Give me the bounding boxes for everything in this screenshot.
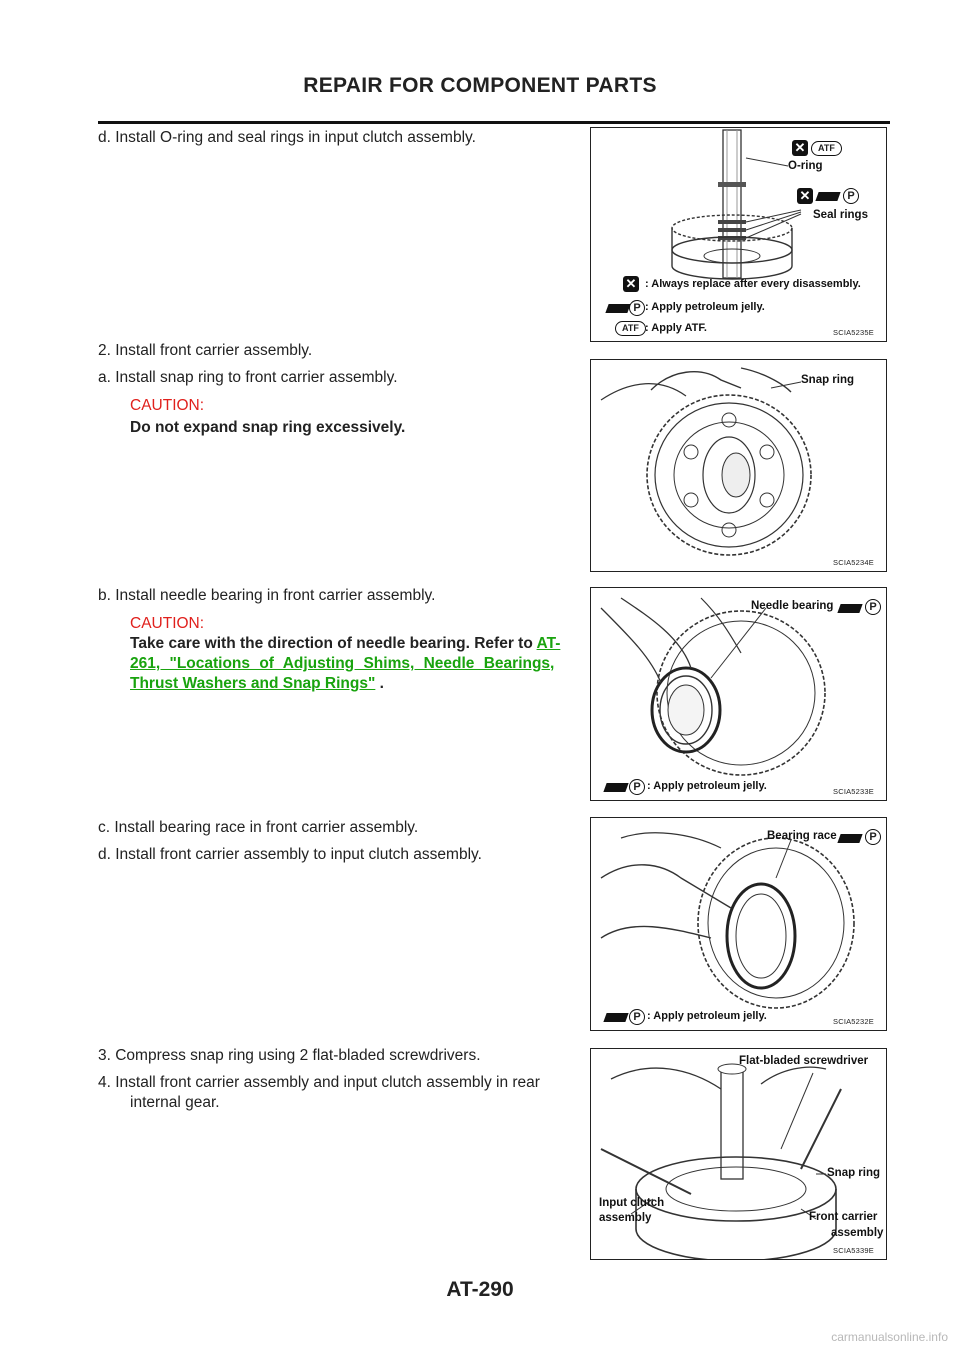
reference-link-at-261-end[interactable]: Thrust Washers and Snap Rings" (130, 675, 376, 692)
petroleum-p-icon: P (629, 779, 645, 795)
reference-link-line3 (130, 674, 384, 694)
figure-snap-ring (590, 359, 887, 572)
figure-code: SCIA5339E (833, 1246, 874, 1255)
reference-link-at-261[interactable]: AT- (536, 635, 561, 652)
jelly-brush-icon (605, 304, 630, 313)
petroleum-p-icon: P (629, 1009, 645, 1025)
petroleum-p-icon: P (629, 300, 645, 316)
figure-screwdrivers (590, 1048, 887, 1260)
figure-code: SCIA5234E (833, 558, 874, 567)
figure-code: SCIA5233E (833, 787, 874, 796)
legend-petroleum-jelly: : Apply petroleum jelly. (645, 301, 765, 313)
jelly-brush-icon (837, 604, 862, 613)
replace-x-icon: ✕ (623, 276, 639, 292)
step-4: 4. Install front carrier assembly and input clutch assembly in rear (98, 1074, 540, 1091)
caution-text-a: Do not expand snap ring excessively. (130, 419, 406, 436)
jelly-brush-icon (603, 1013, 628, 1022)
watermark: carmanualsonline.info (831, 1330, 948, 1344)
figure-code: SCIA5232E (833, 1017, 874, 1026)
step-2: 2. Install front carrier assembly. (98, 342, 313, 359)
petroleum-p-icon: P (865, 599, 881, 615)
jelly-brush-icon (815, 192, 840, 201)
step-b: b. Install needle bearing in front carrier assembly. (98, 587, 436, 604)
step-c: c. Install bearing race in front carrier assembly. (98, 819, 419, 836)
label-bearing-race: Bearing race (767, 830, 837, 842)
reference-link-at-261-cont[interactable]: 261, "Locations of Adjusting Shims, Needle Bearings, (130, 655, 555, 672)
header-rule (98, 121, 890, 124)
step-4-cont: internal gear. (130, 1094, 220, 1111)
needle-bearing-drawing (591, 588, 887, 801)
bearing-race-drawing (591, 818, 887, 1031)
label-needle-bearing: Needle bearing (751, 600, 834, 612)
label-seal-rings: Seal rings (813, 209, 868, 221)
figure-oring-seal-rings (590, 127, 887, 342)
front-carrier-snap-ring-drawing (591, 360, 887, 572)
label-snap-ring: Snap ring (827, 1167, 881, 1179)
atf-badge-icon: ATF (811, 141, 842, 156)
atf-badge-icon: ATF (615, 321, 646, 336)
figure-code: SCIA5235E (833, 328, 874, 337)
legend-petroleum-jelly: : Apply petroleum jelly. (647, 780, 767, 792)
label-snap-ring: Snap ring (801, 374, 855, 386)
step-d-front-carrier: d. Install front carrier assembly to input clutch assembly. (98, 846, 482, 863)
legend-apply-atf: : Apply ATF. (645, 322, 707, 334)
label-front-carrier-assembly: assembly (831, 1227, 884, 1239)
legend-petroleum-jelly: : Apply petroleum jelly. (647, 1010, 767, 1022)
caution-text-b (130, 634, 582, 654)
jelly-brush-icon (603, 783, 628, 792)
label-front-carrier: Front carrier (809, 1211, 878, 1223)
page-title: REPAIR FOR COMPONENT PARTS (303, 74, 657, 97)
label-input-clutch: Input clutch (599, 1197, 665, 1209)
label-flat-bladed-screwdriver: Flat-bladed screwdriver (739, 1055, 869, 1067)
step-a: a. Install snap ring to front carrier assembly. (98, 369, 398, 386)
replace-x-icon: ✕ (792, 140, 808, 156)
replace-x-icon: ✕ (797, 188, 813, 204)
jelly-brush-icon (837, 834, 862, 843)
figure-bearing-race (590, 817, 887, 1031)
caution-label-a: CAUTION: (130, 397, 205, 414)
page-number: AT-290 (446, 1278, 514, 1301)
label-input-clutch-assembly: assembly (599, 1212, 652, 1224)
reference-link-line2 (130, 654, 554, 674)
step-3: 3. Compress snap ring using 2 flat-bladed screwdrivers. (98, 1047, 481, 1064)
petroleum-p-icon: P (843, 188, 859, 204)
caution-text-b-body: Take care with the direction of needle bearing. Refer to (130, 635, 537, 652)
petroleum-p-icon: P (865, 829, 881, 845)
legend-always-replace: : Always replace after every disassembly. (645, 278, 861, 290)
caution-text-b-period: . (375, 675, 384, 692)
label-o-ring: O-ring (788, 160, 823, 172)
figure-needle-bearing (590, 587, 887, 801)
step-d-oring: d. Install O-ring and seal rings in input clutch assembly. (98, 129, 476, 146)
caution-label-b: CAUTION: (130, 615, 205, 632)
